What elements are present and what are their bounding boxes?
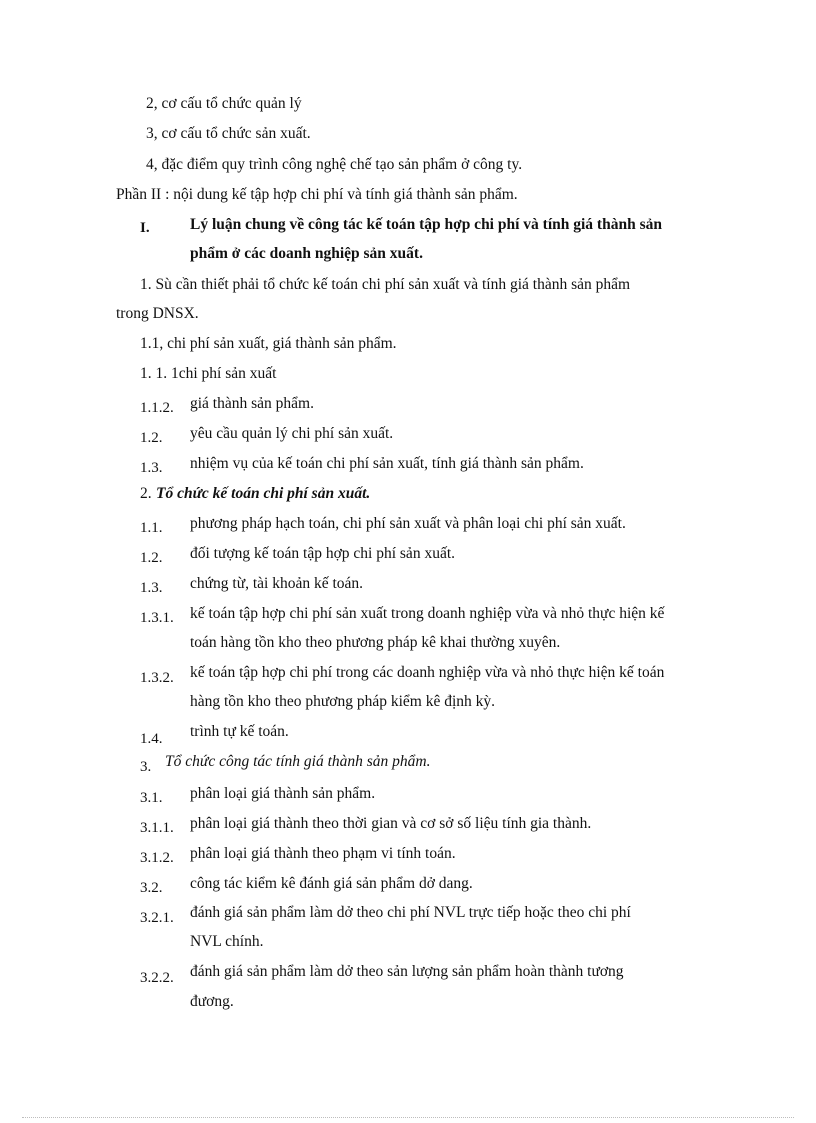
- item-number: 1.2.: [140, 550, 163, 566]
- item-text-continued: hàng tồn kho theo phương pháp kiểm kê định kỳ.: [190, 693, 496, 710]
- outline-line: 2, cơ cấu tổ chức quản lý: [146, 95, 302, 112]
- item-text: chứng từ, tài khoản kế toán.: [190, 575, 364, 592]
- page-bottom-rule: [22, 1117, 794, 1118]
- item-number: 1.3.2.: [140, 670, 174, 686]
- item-number: 3.2.1.: [140, 910, 174, 926]
- part-heading: Phần II : nội dung kế tập hợp chi phí và tính giá thành sản phẩm.: [116, 186, 518, 203]
- item-number: 3.1.1.: [140, 820, 174, 836]
- item-number: 1.1.: [140, 520, 163, 536]
- item-text-continued: toán hàng tồn kho theo phương pháp kê khai thường xuyên.: [190, 634, 561, 651]
- item-number: 3.2.2.: [140, 970, 174, 986]
- item-text: phương pháp hạch toán, chi phí sản xuất và phân loại chi phí sản xuất.: [190, 515, 626, 532]
- section-number: I.: [140, 220, 150, 236]
- item-text: phân loại giá thành theo phạm vi tính toán.: [190, 845, 456, 862]
- outline-line: 1. 1. 1chi phí sản xuất: [140, 365, 277, 382]
- section-title: Tổ chức kế toán chi phí sản xuất.: [156, 485, 371, 502]
- item-number: 1.4.: [140, 731, 163, 747]
- item-text: phân loại giá thành sản phẩm.: [190, 785, 376, 802]
- item-number: 1.3.: [140, 460, 163, 476]
- item-text: đánh giá sản phẩm làm dở theo sản lượng sản phẩm hoàn thành tương: [190, 963, 624, 980]
- item-text-continued: NVL chính.: [190, 933, 264, 950]
- outline-line: 3, cơ cấu tổ chức sản xuất.: [146, 125, 311, 142]
- section-heading: Lý luận chung về công tác kế toán tập hợp chi phí và tính giá thành sản: [190, 216, 662, 233]
- item-text: yêu cầu quản lý chi phí sản xuất.: [190, 425, 394, 442]
- section-number: 3.: [140, 759, 152, 775]
- section-title: Tổ chức công tác tính giá thành sản phẩm.: [165, 753, 431, 770]
- item-text: phân loại giá thành theo thời gian và cơ sở số liệu tính gia thành.: [190, 815, 592, 832]
- item-text-continued: đương.: [190, 993, 234, 1010]
- outline-line: trong DNSX.: [116, 305, 199, 322]
- item-text: trình tự kế toán.: [190, 723, 289, 740]
- outline-line: 1. Sù cần thiết phải tổ chức kế toán chi phí sản xuất và tính giá thành sản phẩm: [140, 276, 631, 293]
- outline-line: 4, đặc điểm quy trình công nghệ chế tạo sản phẩm ở công ty.: [146, 156, 523, 173]
- item-number: 1.1.2.: [140, 400, 174, 416]
- item-text: kế toán tập hợp chi phí sản xuất trong doanh nghiệp vừa và nhỏ thực hiện kế: [190, 605, 665, 622]
- item-number: 1.3.: [140, 580, 163, 596]
- item-text: đối tượng kế toán tập hợp chi phí sản xuất.: [190, 545, 455, 562]
- item-number: 3.1.2.: [140, 850, 174, 866]
- item-number: 3.1.: [140, 790, 163, 806]
- outline-line: 1.1, chi phí sản xuất, giá thành sản phẩm.: [140, 335, 397, 352]
- section-heading-continued: phẩm ở các doanh nghiệp sản xuất.: [190, 245, 423, 262]
- item-number: 1.2.: [140, 430, 163, 446]
- item-number: 1.3.1.: [140, 610, 174, 626]
- item-text: đánh giá sản phẩm làm dở theo chi phí NVL trực tiếp hoặc theo chi phí: [190, 904, 631, 921]
- item-text: giá thành sản phẩm.: [190, 395, 314, 412]
- section-number: 2.: [140, 485, 152, 502]
- item-text: công tác kiểm kê đánh giá sản phẩm dở dang.: [190, 875, 473, 892]
- item-number: 3.2.: [140, 880, 163, 896]
- item-text: kế toán tập hợp chi phí trong các doanh nghiệp vừa và nhỏ thực hiện kế toán: [190, 664, 665, 681]
- item-text: nhiệm vụ của kế toán chi phí sản xuất, tính giá thành sản phẩm.: [190, 455, 584, 472]
